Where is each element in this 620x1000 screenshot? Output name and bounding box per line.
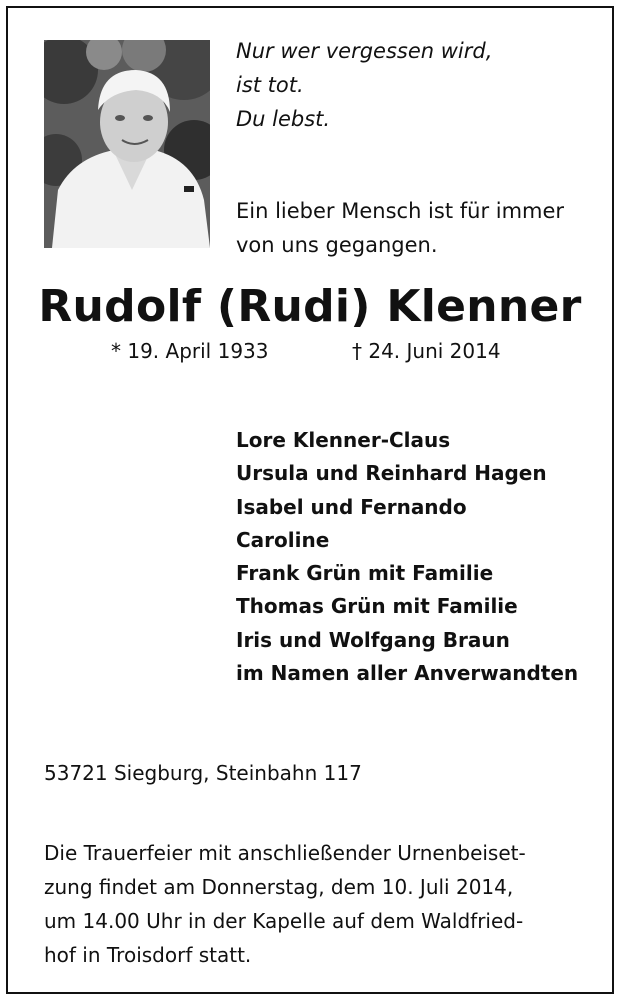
funeral-details xyxy=(44,836,526,972)
deceased-name: Rudolf (Rudi) Klenner xyxy=(38,281,582,332)
mourners-list xyxy=(236,424,578,690)
intro-line: von uns gegangen. xyxy=(236,233,438,257)
mourner-item: Caroline xyxy=(236,527,330,552)
quote-line: Du lebst. xyxy=(236,107,331,131)
mourner-item: Frank Grün mit Familie xyxy=(236,561,494,586)
mourner-item: Isabel und Fernando xyxy=(236,494,467,519)
funeral-line: hof in Troisdorf statt. xyxy=(44,943,252,967)
mourner-item: Thomas Grün mit Familie xyxy=(236,594,518,619)
mourner-item: Iris und Wolfgang Braun xyxy=(236,627,510,652)
funeral-line: zung findet am Donnerstag, dem 10. Juli 2014, xyxy=(44,875,514,899)
funeral-line: um 14.00 Uhr in der Kapelle auf dem Waldfried- xyxy=(44,909,524,933)
intro-text xyxy=(236,194,564,262)
death-date: † 24. Juni 2014 xyxy=(352,339,501,363)
intro-line: Ein lieber Mensch ist für immer xyxy=(236,199,565,223)
family-address: 53721 Siegburg, Steinbahn 117 xyxy=(44,761,362,785)
mourner-item: Lore Klenner-Claus xyxy=(236,428,451,452)
funeral-line: Die Trauerfeier mit anschließender Urnenbeiset- xyxy=(44,841,526,865)
memorial-quote xyxy=(236,34,492,136)
mourner-item: Ursula und Reinhard Hagen xyxy=(236,461,547,486)
portrait-photo xyxy=(44,40,210,248)
quote-line: Nur wer vergessen wird, xyxy=(236,39,493,63)
quote-line: ist tot. xyxy=(236,73,304,97)
portrait-image xyxy=(44,40,210,248)
birth-date: * 19. April 1933 xyxy=(111,339,269,363)
mourner-item: im Namen aller Anverwandten xyxy=(236,661,579,686)
